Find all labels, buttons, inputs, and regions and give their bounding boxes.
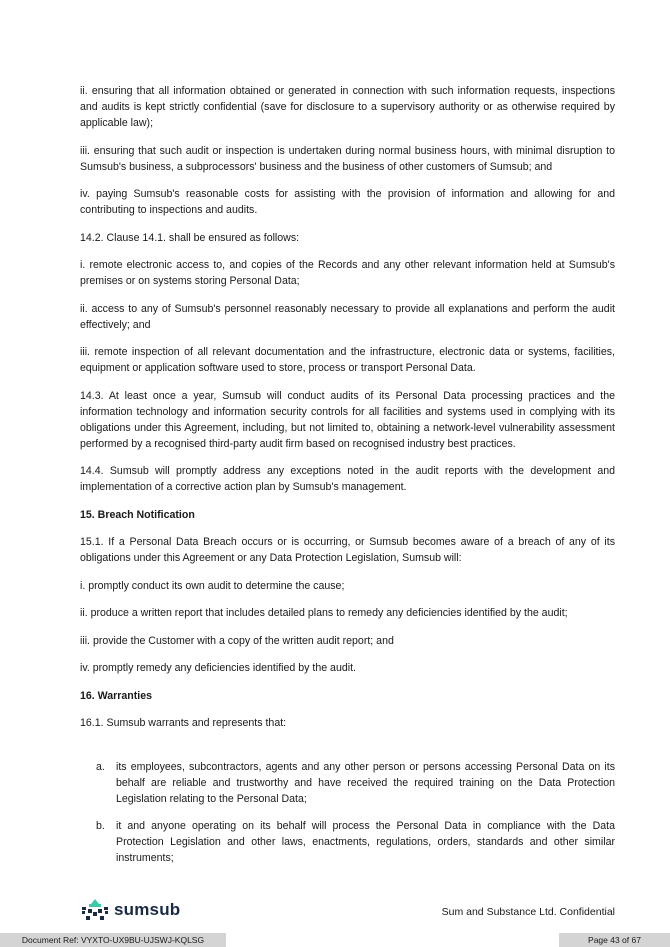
list-item (80, 759, 615, 807)
section-heading: 16. Warranties (80, 689, 153, 702)
paragraph: 14.4. Sumsub will promptly address any exceptions noted in the audit reports with the development and implementation of a corrective action plan by Sumsub's management. (80, 465, 615, 493)
paragraph: ii. ensuring that all information obtained or generated in connection with such information requests, inspections and audits is kept strictly confidential (save for disclosure to a supervisory authority or as otherwise required by applicable law); (80, 85, 615, 129)
sumsub-logo-icon (80, 898, 110, 922)
list-text: its employees, subcontractors, agents and any other person or persons accessing Personal Data on its behalf are reliable and trustworthy and have received the required training on the Data Protection Legislation relating to the Personal Data; (116, 760, 615, 805)
paragraph: iii. ensuring that such audit or inspection is undertaken during normal business hours, with minimal disruption to Sumsub's business, a subprocessors' business and the business of other customers of Sumsub; and (80, 144, 615, 173)
list-text: it and anyone operating on its behalf will process the Personal Data in compliance with the Data Protection Legislation and other laws, enactments, regulations, orders, standards and other similar instruments; (116, 820, 615, 864)
confidential-notice: Sum and Substance Ltd. Confidential (441, 906, 615, 918)
paragraph: ii. access to any of Sumsub's personnel reasonably necessary to provide all explanations and perform the audit effectively; and (80, 302, 615, 331)
list-label: b. (96, 820, 105, 832)
section-heading: 15. Breach Notification (80, 508, 195, 521)
paragraph: iv. promptly remedy any deficiencies identified by the audit. (80, 662, 356, 674)
document-body (80, 83, 615, 878)
paragraph: 14.3. At least once a year, Sumsub will conduct audits of its Personal Data processing practices and the information technology and information security controls for all facilities and systems used in complying with its obligations under this Agreement, including, but not limited to, obtaining a network-level vulnerability assessment performed by a recognised third-party audit firm based on recognised industry best practices. (80, 389, 615, 450)
paragraph: 14.2. Clause 14.1. shall be ensured as follows: (80, 231, 300, 244)
page-number: Page 43 of 67 (559, 933, 670, 947)
paragraph: iii. remote inspection of all relevant documentation and the infrastructure, electronic data or systems, facilities, equipment or application software used to store, process or transport Personal Data. (80, 346, 615, 374)
logo-wordmark: sumsub (114, 900, 181, 919)
list-item (80, 818, 615, 866)
paragraph: 15.1. If a Personal Data Breach occurs or is occurring, or Sumsub becomes aware of a breach of any of its obligations under this Agreement or any Data Protection Legislation, Sumsub will: (80, 536, 615, 564)
paragraph: 16.1. Sumsub warrants and represents that: (80, 717, 287, 729)
paragraph: iv. paying Sumsub's reasonable costs for assisting with the provision of information and allowing for and contributing to inspections and audits. (80, 188, 615, 216)
paragraph: i. promptly conduct its own audit to determine the cause; (80, 579, 345, 592)
list-label: a. (96, 760, 105, 773)
sumsub-logo (80, 898, 180, 922)
paragraph: i. remote electronic access to, and copies of the Records and any other relevant information held at Sumsub's premises or on systems storing Personal Data; (80, 259, 615, 287)
document-ref: Document Ref: VYXTO-UX9BU-UJSWJ-KQLSG (0, 933, 226, 947)
paragraph: iii. provide the Customer with a copy of the written audit report; and (80, 634, 394, 647)
paragraph: ii. produce a written report that includes detailed plans to remedy any deficiencies identified by the audit; (80, 607, 568, 619)
